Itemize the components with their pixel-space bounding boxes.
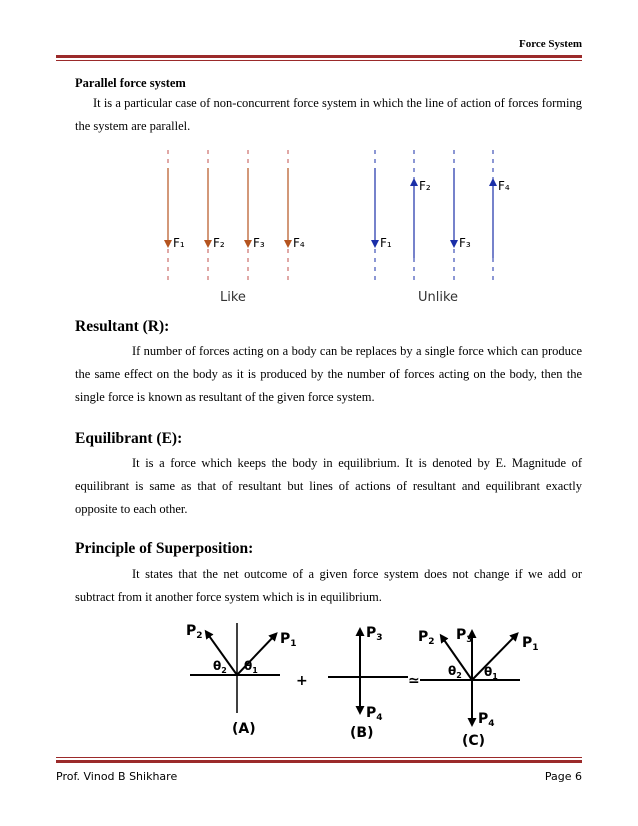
fig-a-p2: $P_2$ bbox=[186, 623, 203, 641]
parallel-heading: Parallel force system bbox=[75, 76, 186, 90]
footer-rule-thick bbox=[56, 760, 582, 763]
like-label-f2: F₂ bbox=[213, 236, 225, 250]
superposition-heading: Principle of Superposition: bbox=[75, 540, 254, 557]
fig-a-theta1: $\theta_1$ bbox=[244, 659, 258, 675]
unlike-label-f1: F₁ bbox=[380, 236, 392, 250]
unlike-label-f2: F₂ bbox=[419, 179, 431, 193]
fig-label-b: (B) bbox=[350, 725, 374, 741]
fig-label-c: (C) bbox=[462, 733, 486, 749]
footer-author: Prof. Vinod B Shikhare bbox=[56, 770, 178, 783]
header-rule-thin bbox=[56, 60, 582, 61]
like-label-f4: F₄ bbox=[293, 236, 305, 250]
footer-rule-thin bbox=[56, 757, 582, 758]
superposition-text: It states that the net outcome of a given force system does not change if we add or subtract from it another force system which is in equilibrium. bbox=[75, 567, 582, 604]
like-label-f3: F₃ bbox=[253, 236, 265, 250]
parallel-text: It is a particular case of non-concurrent force system in which the line of action of forces forming the system are parallel. bbox=[75, 96, 582, 133]
footer-page: Page 6 bbox=[544, 770, 582, 783]
like-force-arrows bbox=[168, 168, 288, 244]
fig-a-p1: $P_1$ bbox=[280, 631, 297, 649]
fig-b-p3: $P_3$ bbox=[366, 625, 383, 643]
fig-c-p3: $P_3$ bbox=[456, 627, 473, 645]
fig-a-theta2: $\theta_2$ bbox=[213, 659, 227, 675]
equilibrant-text: It is a force which keeps the body in equilibrium. It is denoted by E. Magnitude of equilibrant is same as that of resultant but lines of actions of resultant and equilibrant exactly opposite to each other. bbox=[75, 456, 582, 516]
superposition-figure bbox=[180, 615, 560, 750]
equilibrant-heading: Equilibrant (E): bbox=[75, 430, 183, 447]
like-label-f1: F₁ bbox=[173, 236, 185, 250]
unlike-label-f3: F₃ bbox=[459, 236, 471, 250]
fig-c-p1: $P_1$ bbox=[522, 635, 539, 653]
like-guide-lines bbox=[168, 150, 288, 282]
header-rule-thick bbox=[56, 55, 582, 58]
fig-b-p4: $P_4$ bbox=[366, 705, 383, 723]
unlike-label-f4: F₄ bbox=[498, 179, 510, 193]
fig-c-theta2: $\theta_2$ bbox=[448, 664, 462, 680]
unlike-caption: Unlike bbox=[418, 290, 459, 305]
fig-label-a: (A) bbox=[232, 721, 256, 737]
fig-c-p2: $P_2$ bbox=[418, 629, 435, 647]
resultant-text: If number of forces acting on a body can be replaces by a single force which can produce the same effect on the body as it is produced by the number of forces acting on the body, then the single force is known as resultant of the given force system. bbox=[75, 344, 582, 404]
fig-c-theta1: $\theta_1$ bbox=[484, 665, 498, 681]
fig-plus: + bbox=[296, 673, 308, 689]
parallel-forces-figure bbox=[150, 148, 530, 308]
fig-c-p4: $P_4$ bbox=[478, 711, 495, 729]
like-caption: Like bbox=[220, 290, 246, 305]
fig-approx: ≃ bbox=[408, 673, 420, 689]
header-title: Force System bbox=[518, 38, 582, 50]
unlike-force-arrows bbox=[375, 168, 493, 258]
unlike-guide-lines bbox=[375, 150, 493, 282]
resultant-heading: Resultant (R): bbox=[75, 318, 170, 335]
